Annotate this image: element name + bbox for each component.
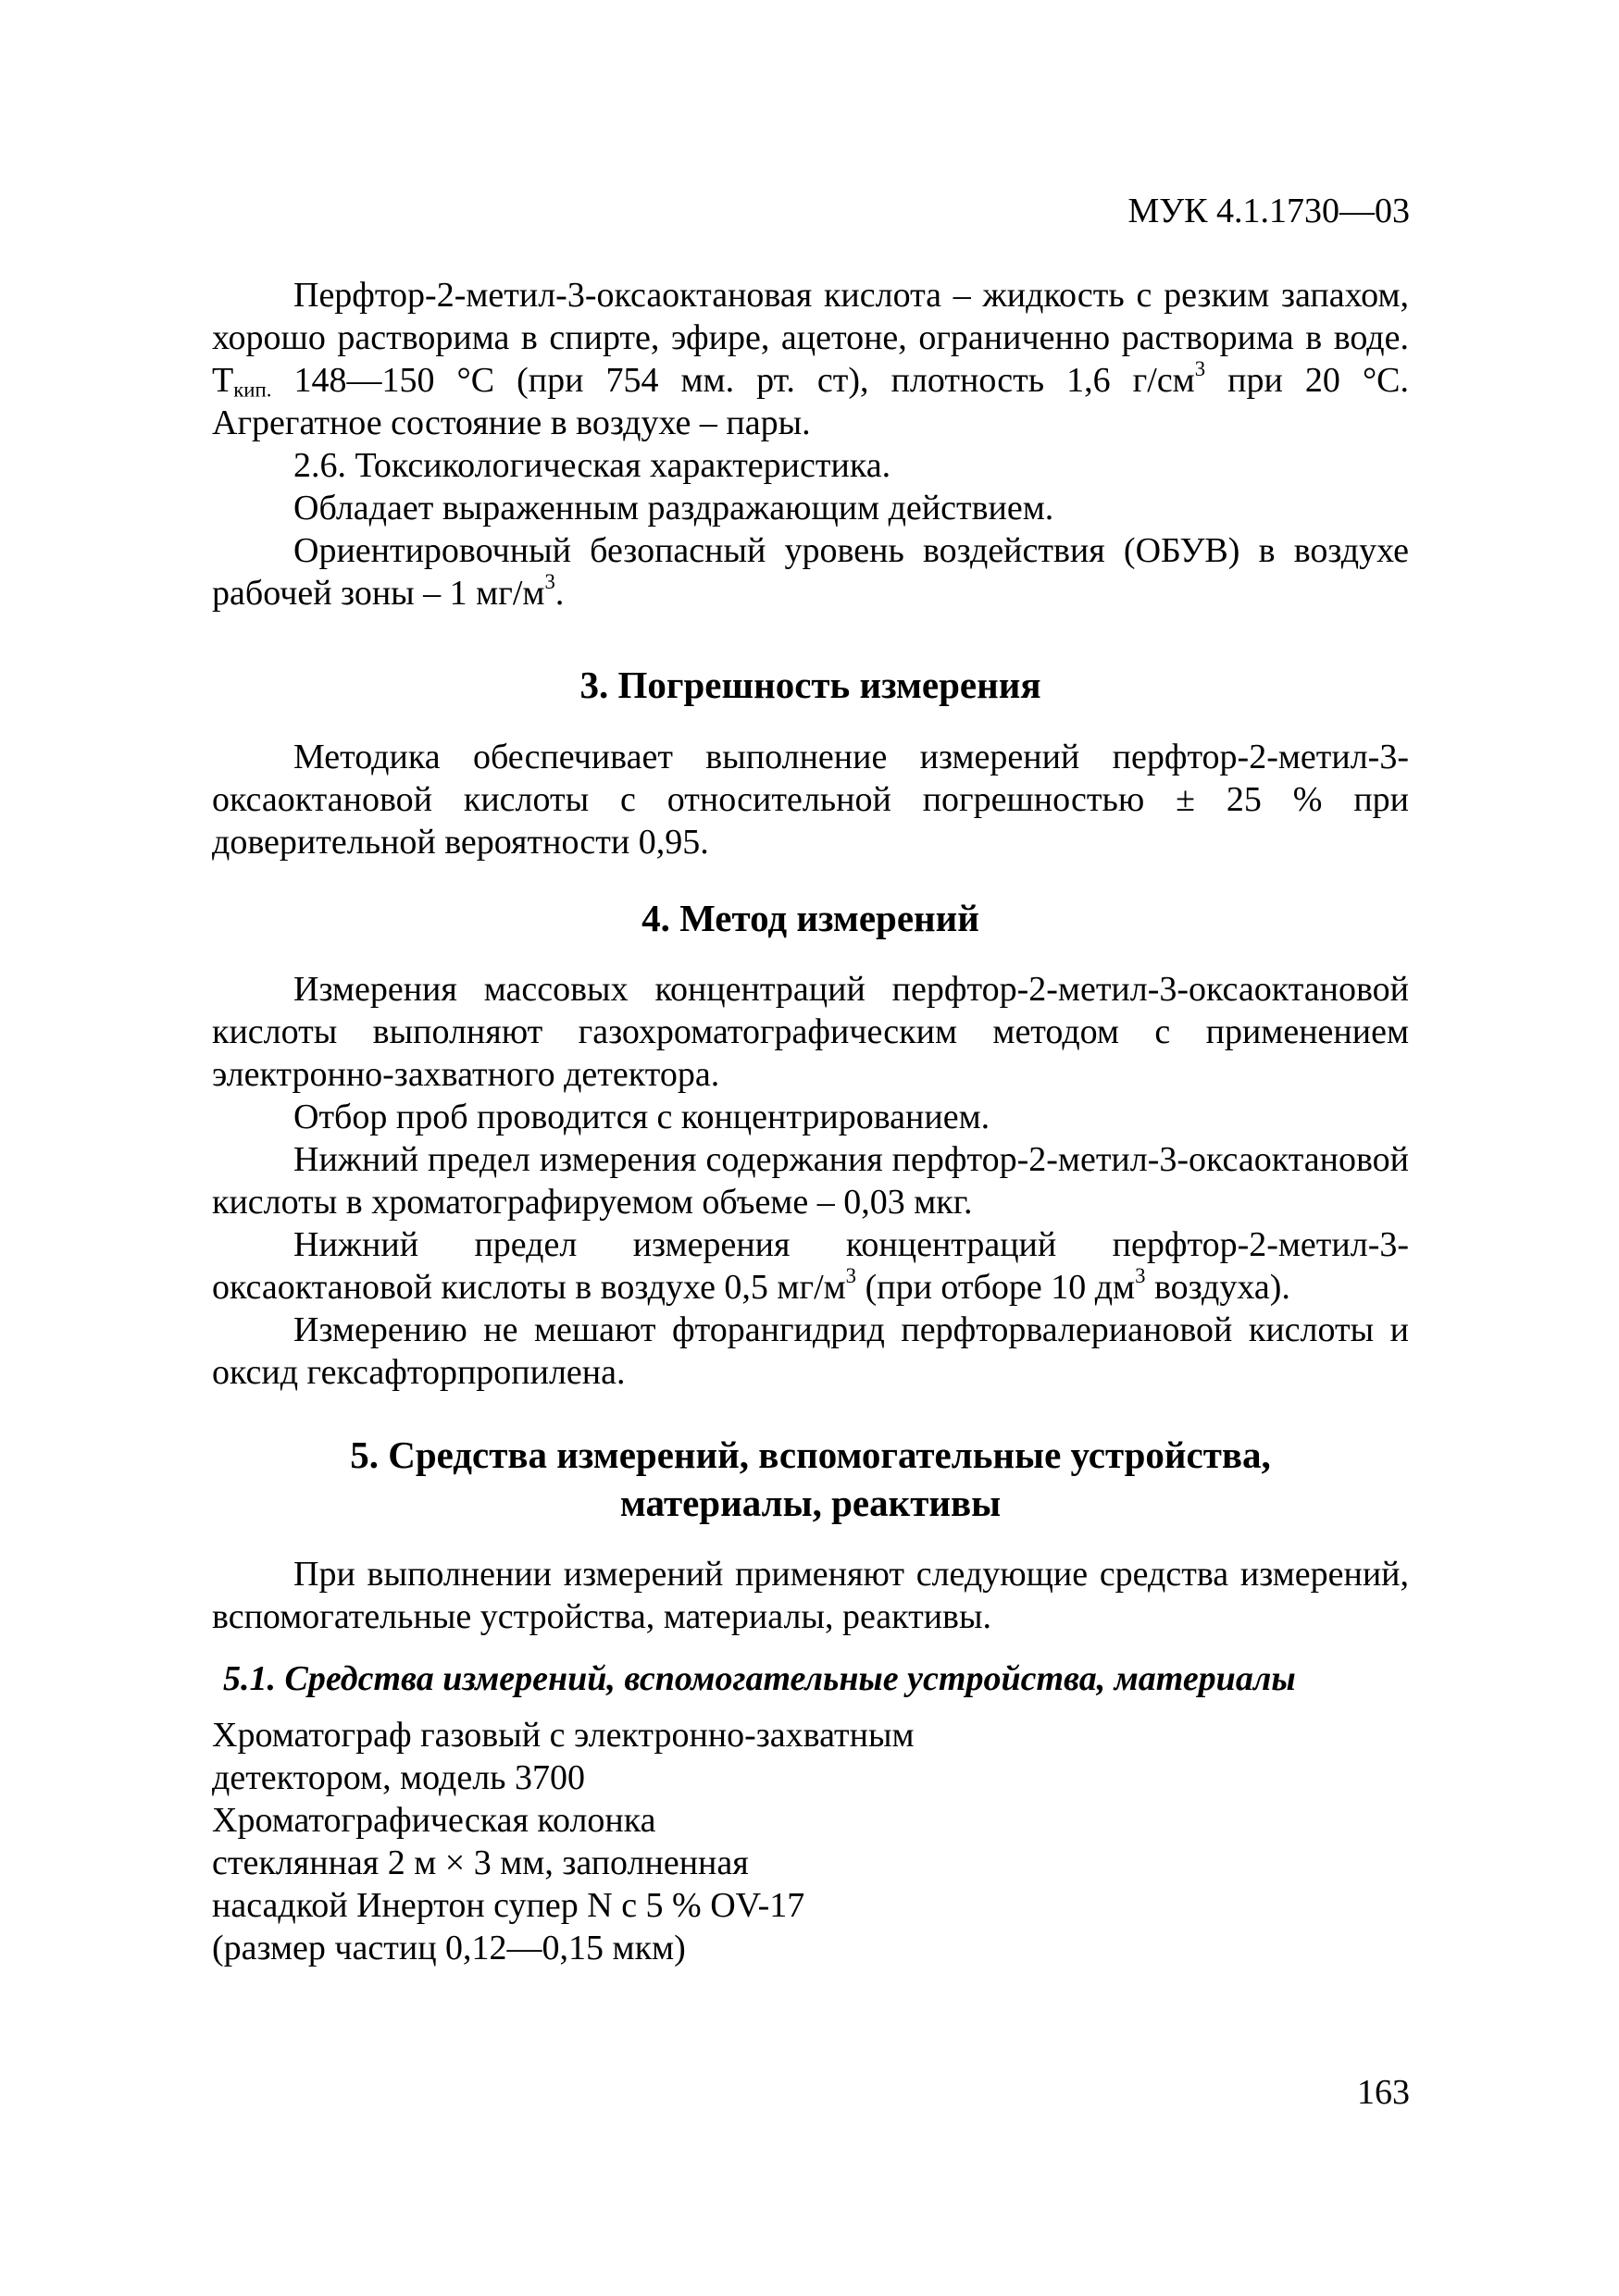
section-5-title-line-1: 5. Средства измерений, вспомогательные устройства, (350, 1433, 1271, 1476)
intro-paragraph-irritant: Обладает выраженным раздражающим действием. (293, 489, 1054, 527)
intro-paragraph-obuv: Ориентировочный безопасный уровень воздействия (ОБУВ) в воздухе рабочей зоны – 1 $мг/м^3$. (212, 531, 1409, 613)
list-item: (размер частиц 0,12—0,15 мкм) (212, 1929, 686, 1967)
section-3-body (212, 736, 1409, 863)
document-code-header: МУК 4.1.1730—03 (1127, 192, 1410, 230)
list-item: стеклянная 2 м × 3 мм, заполненная (212, 1843, 749, 1882)
section-4-paragraph-lower-limit-content: Нижний предел измерения содержания перфтор-2-метил-3-оксаоктановой кислоты в хроматографируемом объеме – 0,03 мкг. (212, 1140, 1409, 1222)
equipment-list (212, 1714, 1045, 1969)
section-5-title (212, 1431, 1409, 1527)
section-4-paragraph-sampling: Отбор проб проводится с концентрированием. (293, 1098, 990, 1136)
subsection-5-1-title: 5.1. Средства измерений, вспомогательные устройства, материалы (223, 1659, 1296, 1698)
list-item: Хроматограф газовый с электронно-захватным (212, 1716, 915, 1755)
section-4-paragraph-method: Измерения массовых концентраций перфтор-2-метил-3-оксаоктановой кислоты выполняют газохроматографическим методом с применением электронно-захватного детектора. (212, 970, 1409, 1094)
list-item: насадкой Инертон супер N с 5 % OV-17 (212, 1886, 805, 1925)
section-5-body (212, 1553, 1409, 1638)
section-4-body (212, 968, 1409, 1394)
section-3-title: 3. Погрешность измерения (579, 664, 1041, 706)
section-4-title: 4. Метод измерений (641, 897, 979, 939)
intro-paragraph-properties: Перфтор-2-метил-3-оксаоктановая кислота – жидкость с резким запахом, хорошо растворима в спирте, эфире, ацетоне, ограниченно растворима в воде. $Т_{кип.}$ 148—150 °С (при 754 мм. рт. ст), плотность 1,6 $г/см^3$ при 20 °С. Агрегатное состояние в воздухе – пары. (212, 276, 1409, 442)
section-5-title-line-2: материалы, реактивы (619, 1482, 1002, 1524)
page-number: 163 (1357, 2073, 1410, 2112)
list-item: детектором, модель 3700 (212, 1758, 586, 1797)
section-3-paragraph: Методика обеспечивает выполнение измерений перфтор-2-метил-3-оксаоктановой кислоты с относительной погрешностью ± 25 % при доверительной вероятности 0,95. (212, 738, 1409, 862)
section-4-paragraph-lower-limit-concentration: Нижний предел измерения концентраций перфтор-2-метил-3-оксаоктановой кислоты в воздухе 0,5 $мг/м^3$ (при отборе 10 $дм^3$ воздуха). (212, 1225, 1409, 1307)
intro-paragraph-toxicology-heading: 2.6. Токсикологическая характеристика. (293, 446, 891, 485)
section-4-paragraph-interference: Измерению не мешают фторангидрид перфторвалериановой кислоты и оксид гексафторпропилена. (212, 1310, 1409, 1392)
section-5-paragraph: При выполнении измерений применяют следующие средства измерений, вспомогательные устройства, материалы, реактивы. (212, 1555, 1409, 1636)
intro-block (212, 274, 1409, 614)
list-item: Хроматографическая колонка (212, 1801, 656, 1840)
